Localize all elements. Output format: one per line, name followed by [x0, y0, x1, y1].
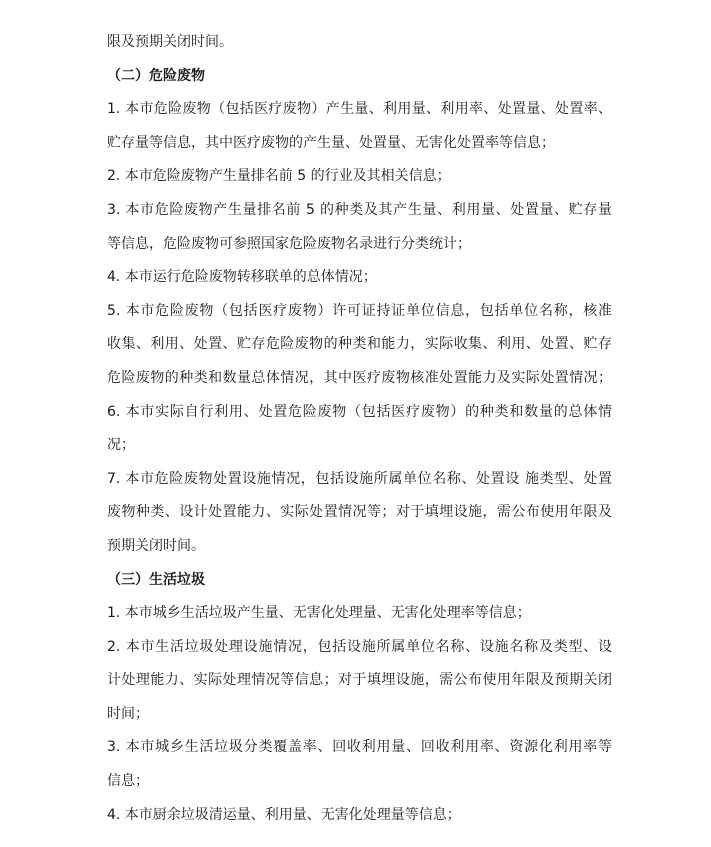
text-line: 4. 本市厨余垃圾清运量、利用量、无害化处理量等信息； [107, 806, 461, 823]
text-line: 3. 本市城乡生活垃圾分类覆盖率、回收利用量、回收利用率、资源化利用率等 [107, 739, 612, 756]
text-line: 2. 本市生活垃圾处理设施情况，包括设施所属单位名称、设施名称及类型、设 [107, 638, 612, 655]
section-heading-household-waste: （三）生活垃圾 [107, 571, 205, 588]
text-line: 信息； [107, 773, 149, 790]
text-line: 计处理能力、实际处理情况等信息；对于填埋设施，需公布使用年限及预期关闭 [107, 672, 612, 689]
text-line: 时间； [107, 705, 149, 722]
text-line: 7. 本市危险废物处置设施情况，包括设施所属单位名称、处置设 施类型、处置 [107, 470, 612, 487]
text-line: 收集、利用、处置、贮存危险废物的种类和能力，实际收集、利用、处置、贮存 [107, 336, 612, 353]
text-line: 4. 本市运行危险废物转移联单的总体情况； [107, 269, 377, 286]
text-line: 危险废物的种类和数量总体情况，其中医疗废物核准处置能力及实际处置情况； [107, 369, 612, 386]
text-line: 废物种类、设计处置能力、实际处置情况等；对于填埋设施，需公布使用年限及 [107, 504, 612, 521]
text-line: 6. 本市实际自行利用、处置危险废物（包括医疗废物）的种类和数量的总体情 [107, 403, 612, 420]
text-line: 1. 本市城乡生活垃圾产生量、无害化处理量、无害化处理率等信息； [107, 605, 531, 622]
text-line: 限及预期关闭时间。 [107, 34, 233, 50]
text-line: 5. 本市危险废物（包括医疗废物）许可证持证单位信息，包括单位名称，核准 [107, 302, 612, 319]
text-line: 贮存量等信息，其中医疗废物的产生量、处置量、无害化处置率等信息； [107, 134, 555, 151]
text-line: 预期关闭时间。 [107, 537, 205, 554]
section-heading-hazardous-waste: （二）危险废物 [107, 67, 205, 84]
text-line: 况； [107, 437, 135, 454]
text-line: 等信息，危险废物可参照国家危险废物名录进行分类统计； [107, 235, 471, 252]
text-line: 2. 本市危险废物产生量排名前 5 的行业及其相关信息； [107, 168, 451, 185]
text-line: 3. 本市危险废物产生量排名前 5 的种类及其产生量、利用量、处置量、贮存量 [107, 201, 612, 218]
text-line: 1. 本市危险废物（包括医疗废物）产生量、利用量、利用率、处置量、处置率、 [107, 101, 612, 118]
